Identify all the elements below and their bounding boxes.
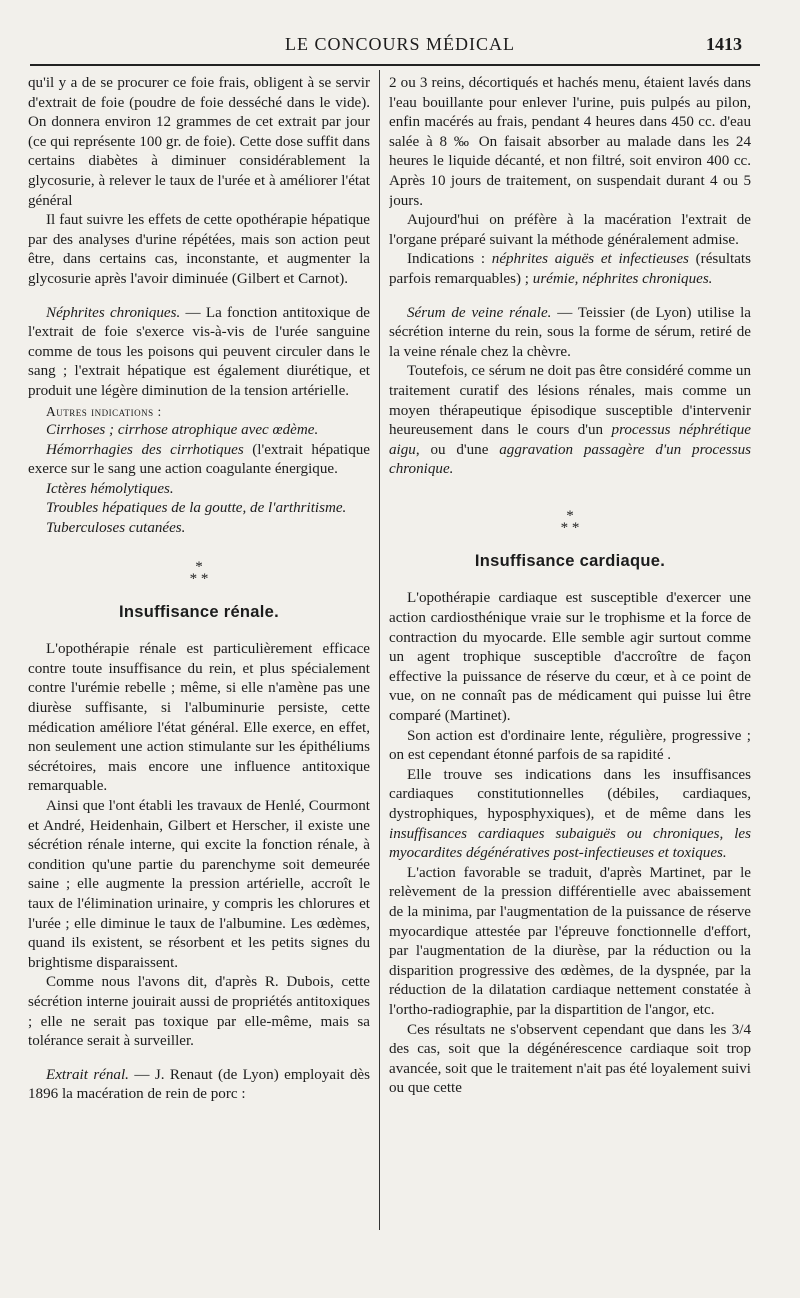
indication-label: Hémorrhagies des cirrhotiques bbox=[46, 441, 244, 458]
other-indications-label: Autres indications : bbox=[46, 403, 162, 419]
paragraph-text: Toutefois, ce sérum ne doit pas être considéré comme un traitement curatif des lésions rénales, mais comme un moyen thérapeutique épisodique susceptible d'intervenir heureusement dans le cours d'un bbox=[389, 363, 751, 439]
section-title-renale: Insuffisance rénale. bbox=[118, 602, 280, 621]
emphasis: aggravation passagère d'un processus chronique. bbox=[389, 441, 751, 478]
indication-item bbox=[28, 480, 370, 500]
left-column bbox=[28, 74, 370, 1274]
journal-title: LE CONCOURS MÉDICAL bbox=[284, 34, 515, 54]
paragraph-text: — Teissier (de Lyon) utilise la sécrétion interne du rein, sous la forme de sérum, retiré de la veine rénale chez la chèvre. bbox=[389, 304, 751, 360]
section-title-cardiaque: Insuffisance cardiaque. bbox=[474, 551, 666, 570]
emphasis: néphrites aiguës et infectieuses bbox=[491, 251, 689, 268]
paragraph: Aujourd'hui on préfère à la macération l'extrait de l'organe préparé suivant la méthode généralement admise. bbox=[389, 212, 751, 248]
paragraph: L'action favorable se traduit, d'après Martinet, par le relèvement de la pression différentielle avec abaissement de la minima, par l'augmentation de la puissance de réserve myocardique attestée par l'épreuve fonctionnelle d'effort, par l'augmentation de la diurèse, par la réduction ou la disparition progressive des œdèmes, de la dyspnée, par la réduction de la dilatation cardiaque nettement constatée à l'ortho-radiographie, par la dispartition de l'angor, etc. bbox=[389, 864, 751, 1018]
paragraph: Ces résultats ne s'observent cependant que dans les 3/4 des cas, soit que la dégénérescence cardiaque soit trop avancée, soit que le traitement n'ait pas été loyalement suivi ou que cette bbox=[389, 1021, 751, 1097]
paragraph: Son action est d'ordinaire lente, régulière, progressive ; on est cependant étonné parfois de sa rapidité . bbox=[389, 727, 751, 764]
paragraph-text: (résultats parfois remarquables) ; bbox=[389, 251, 751, 287]
paragraph bbox=[28, 1066, 370, 1105]
emphasis: processus néphrétique aigu bbox=[389, 422, 751, 458]
star-bottom: * * bbox=[189, 570, 209, 587]
section-separator-stars bbox=[389, 507, 751, 536]
column-divider bbox=[379, 70, 380, 1230]
paragraph-text: — La fonction antitoxique de l'extrait de foie s'exerce vis-à-vis de l'urée sanguine comme de tous les poisons qui peuvent circuler dans le sang ; l'extrait hépatique est également diurétique, et produit une légère diminution de la tension artérielle. bbox=[28, 304, 370, 399]
paragraph bbox=[389, 250, 751, 289]
section-separator-stars bbox=[28, 558, 370, 587]
indication-text: Cirrhoses ; cirrhose atrophique avec œdème. bbox=[46, 422, 319, 439]
emphasis: urémie, néphrites chroniques. bbox=[532, 270, 713, 287]
header-rule bbox=[30, 64, 760, 66]
indication-item bbox=[28, 421, 370, 441]
paragraph: Comme nous l'avons dit, d'après R. Dubois, cette sécrétion interne jouirait aussi de propriétés antitoxiques ; elle ne serait pas toxique par elle-même, mais sa tolérance serait à surveiller. bbox=[28, 974, 370, 1050]
paragraph-text: , ou d'une bbox=[415, 441, 500, 458]
star-top: * bbox=[195, 558, 203, 575]
subheading-nephrites: Néphrites chroniques. bbox=[46, 304, 181, 321]
star-top: * bbox=[566, 507, 574, 524]
indications-label: Indications : bbox=[407, 251, 492, 268]
paragraph-text: Elle trouve ses indications dans les insuffisances cardiaques constitutionnelles (débiles, cardiaques, dystrophiques, hyposphyxiques), et de même dans les bbox=[389, 766, 751, 822]
indication-text: Tuberculoses cutanées. bbox=[46, 520, 186, 537]
page-number: 1413 bbox=[706, 34, 742, 54]
star-bottom: * * bbox=[560, 519, 580, 536]
paragraph: L'opothérapie rénale est particulièrement efficace contre toute insuffisance du rein, et plus spécialement contre l'urémie rebelle ; même, si elle n'amène pas une diurèse suffisante, si l'albuminurie persiste, cette médication améliore l'état général. Elle exerce, en effet, non seulement une action stimulante sur les épithéliums sécrétoires, mais encore une influence antitoxique remarquable. bbox=[28, 641, 370, 795]
paragraph-text: — J. Renaut (de Lyon) employait dès 1896 la macération de rein de porc : bbox=[28, 1066, 370, 1103]
indication-text: Ictères hémolytiques. bbox=[46, 480, 174, 497]
indication-item bbox=[28, 441, 370, 480]
paragraph: 2 ou 3 reins, décortiqués et hachés menu, étaient lavés dans l'eau bouillante pour enlever l'urine, puis pulpés au pilon, enfin macérés au frais, pendant 4 heures dans 450 cc. d'eau salée à 8 ‰ On faisait absorber au malade dans les 24 heures le liquide décanté, et non filtré, soit environ 400 cc. Après 10 jours de traitement, on suspendait durant 4 ou 5 jours. bbox=[389, 75, 751, 209]
paragraph: Il faut suivre les effets de cette opothérapie hépatique par des analyses d'urine répétées, mais son action peut être, dans certains cas, inconstante, et augmenter la glycosurie après l'avoir diminuée (Gilbert et Carnot). bbox=[28, 212, 370, 287]
emphasis: insuffisances cardiaques subaiguës ou chroniques, les myocardites dégénératives post-infectieuses et toxiques. bbox=[389, 825, 751, 862]
indication-text: (l'extrait hépatique exerce sur le sang une action coagulante énergique. bbox=[28, 441, 370, 478]
subheading-extrait-renal: Extrait rénal. bbox=[46, 1066, 129, 1083]
paragraph bbox=[28, 304, 370, 402]
paragraph bbox=[389, 766, 751, 864]
paragraph: Ainsi que l'ont établi les travaux de Henlé, Courmont et André, Heidenhain, Gilbert et Herscher, il existe une sécrétion rénale interne, qui excite la fonction rénale, à condition qu'une partie du parenchyme soit demeurée saine ; elle augmente la pression artérielle, accroît le taux de l'élimination urinaire, y compris les chlorures et l'urée ; elle diminue le taux de l'albumine. Les œdèmes, quand ils existent, se résorbent et les petits signes du brightisme disparaissent. bbox=[28, 798, 370, 971]
paragraph bbox=[389, 304, 751, 363]
paragraph bbox=[389, 362, 751, 480]
subheading-serum: Sérum de veine rénale. bbox=[407, 304, 552, 321]
paragraph: qu'il y a de se procurer ce foie frais, obligent à se servir d'extrait de foie (poudre de foie desséché dans le vide). On donnera environ 12 grammes de cet extrait par jour (ce qui représente 100 gr. de foie). Cette dose suffit dans certains diabètes à diminuer considérablement la glycosurie, à relever le taux de l'urée et à améliorer l'état général bbox=[28, 75, 370, 209]
indication-item bbox=[28, 499, 370, 519]
indication-text: Troubles hépatiques de la goutte, de l'arthritisme. bbox=[46, 500, 347, 517]
right-column bbox=[389, 74, 751, 1274]
paragraph: L'opothérapie cardiaque est susceptible d'exercer une action cardiosthénique vraie sur le trophisme et la force de contraction du myocarde. Elle semble agir surtout comme un agent trophique susceptible d'accroître de façon effective la puissance de réserve du cœur, et à ce point de vue, on ne connaît pas de médicament qui puisse lui être comparé (Martinet). bbox=[389, 590, 751, 725]
page-header bbox=[0, 30, 800, 64]
indication-item bbox=[28, 519, 370, 539]
